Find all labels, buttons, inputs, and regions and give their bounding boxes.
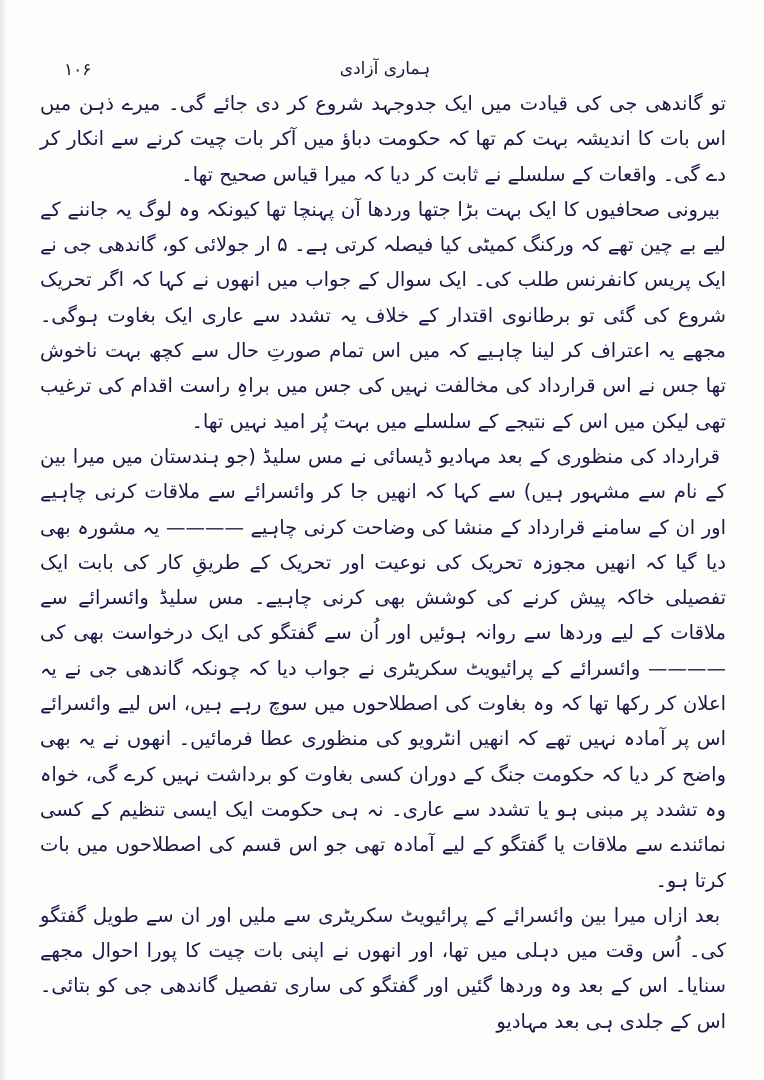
paragraph: بیرونی صحافیوں کا ایک بہت بڑا جتھا وردھا آن پہنچا تھا کیونکہ وہ لوگ یہ جاننے کے لیے بے چین تھے کہ ورکنگ کمیٹی کیا فیصلہ کرتی ہے۔ ۵ ار جولائی کو، گاندھی جی نے ایک پریس کانفرنس طلب کی۔ ایک سوال کے جواب میں انھوں نے کہا کہ اگر تحریک شروع کی گئی تو برطانوی اقتدار کے خلاف یہ تشدد سے عاری ایک بغاوت ہوگی۔ مجھے یہ اعتراف کر لینا چاہیے کہ میں اس تمام صورتِ حال سے کچھ بہت ناخوش تھا جس نے اس قرارداد کی مخالفت نہیں کی جس میں براہِ راست اقدام کی ترغیب تھی لیکن میں اس کے نتیجے کے سلسلے میں بہت پُر امید نہیں تھا۔: [40, 197, 726, 433]
running-head-title: ہماری آزادی: [339, 59, 431, 79]
paragraph: بعد ازاں میرا بین وائسرائے کے پرائیویٹ سکریٹری سے ملیں اور ان سے طویل گفتگو کی۔ اُس وقت میں دہلی میں تھا، اور انھوں نے اپنی بات چیت کا پورا احوال مجھے سنایا۔ اس کے بعد وہ وردھا گئیں اور گفتگو کی ساری تفصیل گاندھی جی کو بتائی۔ اس کے جلدی ہی بعد مہادیو: [40, 903, 726, 1033]
page-number: ۱۰۶: [64, 60, 92, 80]
paragraph: قرارداد کی منظوری کے بعد مہادیو ڈیسائی نے مس سلیڈ (جو ہندستان میں میرا بین کے نام سے مشہور ہیں) سے کہا کہ انھیں جا کر وائسرائے سے ملاقات کرنی چاہیے اور ان کے سامنے قرارداد کے منشا کی وضاحت کرنی چاہیے ———— یہ مشورہ بھی دیا گیا کہ انھیں مجوزہ تحریک کی نوعیت اور تحریک کے طریقِ کار کی بابت ایک تفصیلی خاکہ پیش کرنے کی کوشش بھی کرنی چاہیے۔ مس سلیڈ وائسرائے سے ملاقات کے لیے وردھا سے روانہ ہوئیں اور اُن سے گفتگو کی ایک درخواست بھی کی ———— وائسرائے کے پرائیویٹ سکریٹری نے جواب دیا کہ چونکہ گاندھی جی نے یہ اعلان کر رکھا تھا کہ وہ بغاوت کی اصطلاحوں میں سوچ رہے ہیں، اس لیے وائسرائے اس پر آمادہ نہیں تھے کہ انھیں انٹرویو کی منظوری عطا فرمائیں۔ انھوں نے یہ بھی واضح کر دیا کہ حکومت جنگ کے دوران کسی بغاوت کو برداشت نہیں کرے گی، خواہ وہ تشدد پر مبنی ہو یا تشدد سے عاری۔ نہ ہی حکومت ایک ایسی تنظیم کے کسی نمائندے سے ملاقات یا گفتگو کے لیے آمادہ تھی جو اس قسم کی اصطلاحوں میں بات کرتا ہو۔: [40, 444, 726, 892]
body-text: [40, 86, 726, 1039]
page-binding-edge: [0, 0, 6, 1080]
paragraph: تو گاندھی جی کی قیادت میں ایک جدوجہد شروع کر دی جائے گی۔ میرے ذہن میں اس بات کا اندیشہ بہت کم تھا کہ حکومت دباؤ میں آکر بات چیت کرنے سے انکار کر دے گی۔ واقعات کے سلسلے نے ثابت کر دیا کہ میرا قیاس صحیح تھا۔: [40, 92, 726, 186]
